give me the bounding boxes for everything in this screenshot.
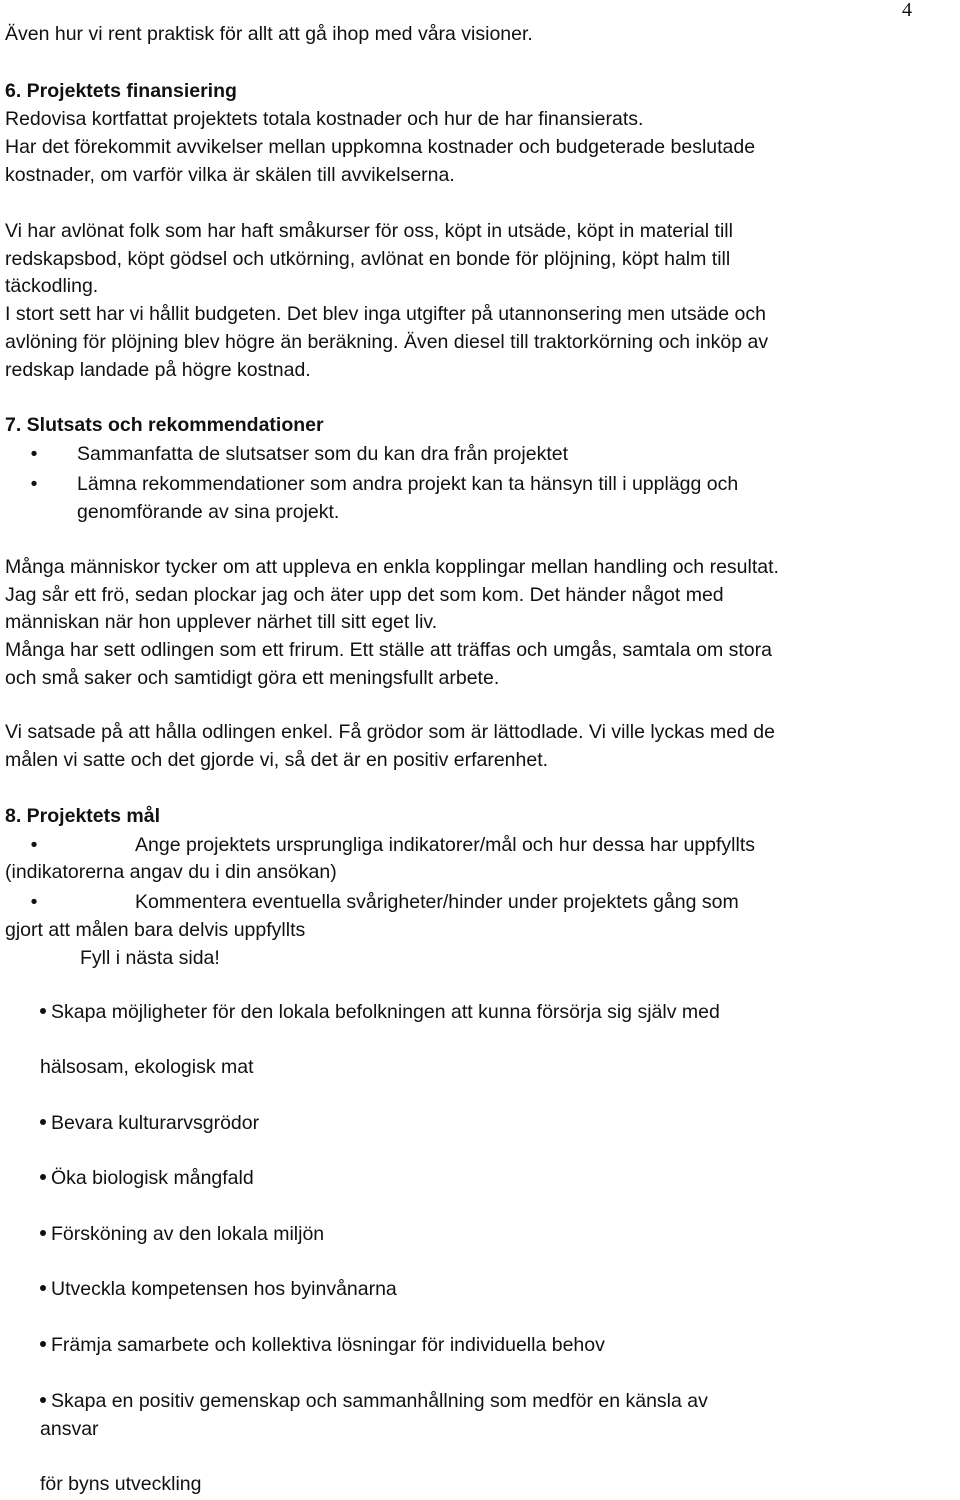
section7-bullet: Sammanfatta de slutsatser som du kan dra från projektet	[77, 443, 568, 465]
intro-line: Även hur vi rent praktisk för allt att gå ihop med våra visioner.	[5, 23, 533, 45]
section8-bullet: Ange projektets ursprungliga indikatorer/mål och hur dessa har uppfyllts	[135, 834, 756, 856]
section6-answer-line: Vi har avlönat folk som har haft småkurser för oss, köpt in utsäde, köpt in material till	[5, 220, 733, 242]
section8-bullet-cont: (indikatorerna angav du i din ansökan)	[5, 861, 337, 883]
section8-bullet-cont: gjort att målen bara delvis uppfyllts	[5, 919, 306, 941]
section8-note: Fyll i nästa sida!	[80, 947, 220, 969]
goal-item: Bevara kulturarvsgrödor	[40, 1109, 259, 1137]
section7-answer-line: människan när hon upplever närhet till sitt eget liv.	[5, 611, 438, 633]
bullet-icon	[40, 1174, 46, 1180]
section6-instruction: kostnader, om varför vilka är skälen till avvikelserna.	[5, 164, 455, 186]
goal-item: Utveckla kompetensen hos byinvånarna	[40, 1275, 397, 1303]
bullet-icon	[40, 1008, 46, 1014]
section7-heading: 7. Slutsats och rekommendationer	[5, 414, 324, 436]
goal-item-cont: ansvar	[40, 1418, 99, 1440]
section7-answer-line: och små saker och samtidigt göra ett meningsfullt arbete.	[5, 667, 500, 689]
page-number: 4	[902, 0, 912, 21]
section7-answer-line: Vi satsade på att hålla odlingen enkel. Få grödor som är lättodlade. Vi ville lyckas med de	[5, 721, 775, 743]
bullet-icon: •	[30, 891, 38, 913]
section7-bullet: Lämna rekommendationer som andra projekt kan ta hänsyn till i upplägg och	[77, 473, 739, 495]
section8-bullet: Kommentera eventuella svårigheter/hinder under projektets gång som	[135, 891, 739, 913]
section7-answer-line: Många har sett odlingen som ett frirum. Ett ställe att träffas och umgås, samtala om stora	[5, 639, 772, 661]
section7-bullet-cont: genomförande av sina projekt.	[77, 501, 340, 523]
bullet-icon	[40, 1397, 46, 1403]
section6-answer-line: täckodling.	[5, 275, 99, 297]
section6-heading: 6. Projektets finansiering	[5, 80, 237, 102]
goal-item: Skapa möjligheter för den lokala befolkningen att kunna försörja sig själv med	[40, 998, 720, 1026]
bullet-icon: •	[30, 473, 38, 495]
section8-heading: 8. Projektets mål	[5, 805, 160, 827]
section6-answer-line: redskap landade på högre kostnad.	[5, 359, 311, 381]
goal-item-cont: hälsosam, ekologisk mat	[40, 1056, 254, 1078]
bullet-icon: •	[30, 443, 38, 465]
section7-answer-line: Många människor tycker om att uppleva en enkla kopplingar mellan handling och resultat.	[5, 556, 779, 578]
goal-item: Försköning av den lokala miljön	[40, 1220, 324, 1248]
goal-item-cont: för byns utveckling	[40, 1473, 202, 1495]
bullet-icon	[40, 1285, 46, 1291]
bullet-icon: •	[30, 834, 38, 856]
bullet-icon	[40, 1230, 46, 1236]
section7-answer-line: målen vi satte och det gjorde vi, så det är en positiv erfarenhet.	[5, 749, 549, 771]
section6-answer-line: redskapsbod, köpt gödsel och utkörning, avlönat en bonde för plöjning, köpt halm till	[5, 248, 731, 270]
section7-answer-line: Jag sår ett frö, sedan plockar jag och äter upp det som kom. Det händer något med	[5, 584, 724, 606]
section6-instruction: Har det förekommit avvikelser mellan uppkomna kostnader och budgeterade beslutade	[5, 136, 756, 158]
section6-answer-line: avlöning för plöjning blev högre än beräkning. Även diesel till traktorkörning och inköp av	[5, 331, 769, 353]
bullet-icon	[40, 1119, 46, 1125]
section6-answer-line: I stort sett har vi hållit budgeten. Det blev inga utgifter på utannonsering men utsäde och	[5, 303, 766, 325]
goal-item: Främja samarbete och kollektiva lösningar för individuella behov	[40, 1331, 605, 1359]
goal-item: Öka biologisk mångfald	[40, 1164, 254, 1192]
bullet-icon	[40, 1341, 46, 1347]
goal-item: Skapa en positiv gemenskap och sammanhållning som medför en känsla av	[40, 1387, 708, 1415]
section6-instruction: Redovisa kortfattat projektets totala kostnader och hur de har finansierats.	[5, 108, 644, 130]
